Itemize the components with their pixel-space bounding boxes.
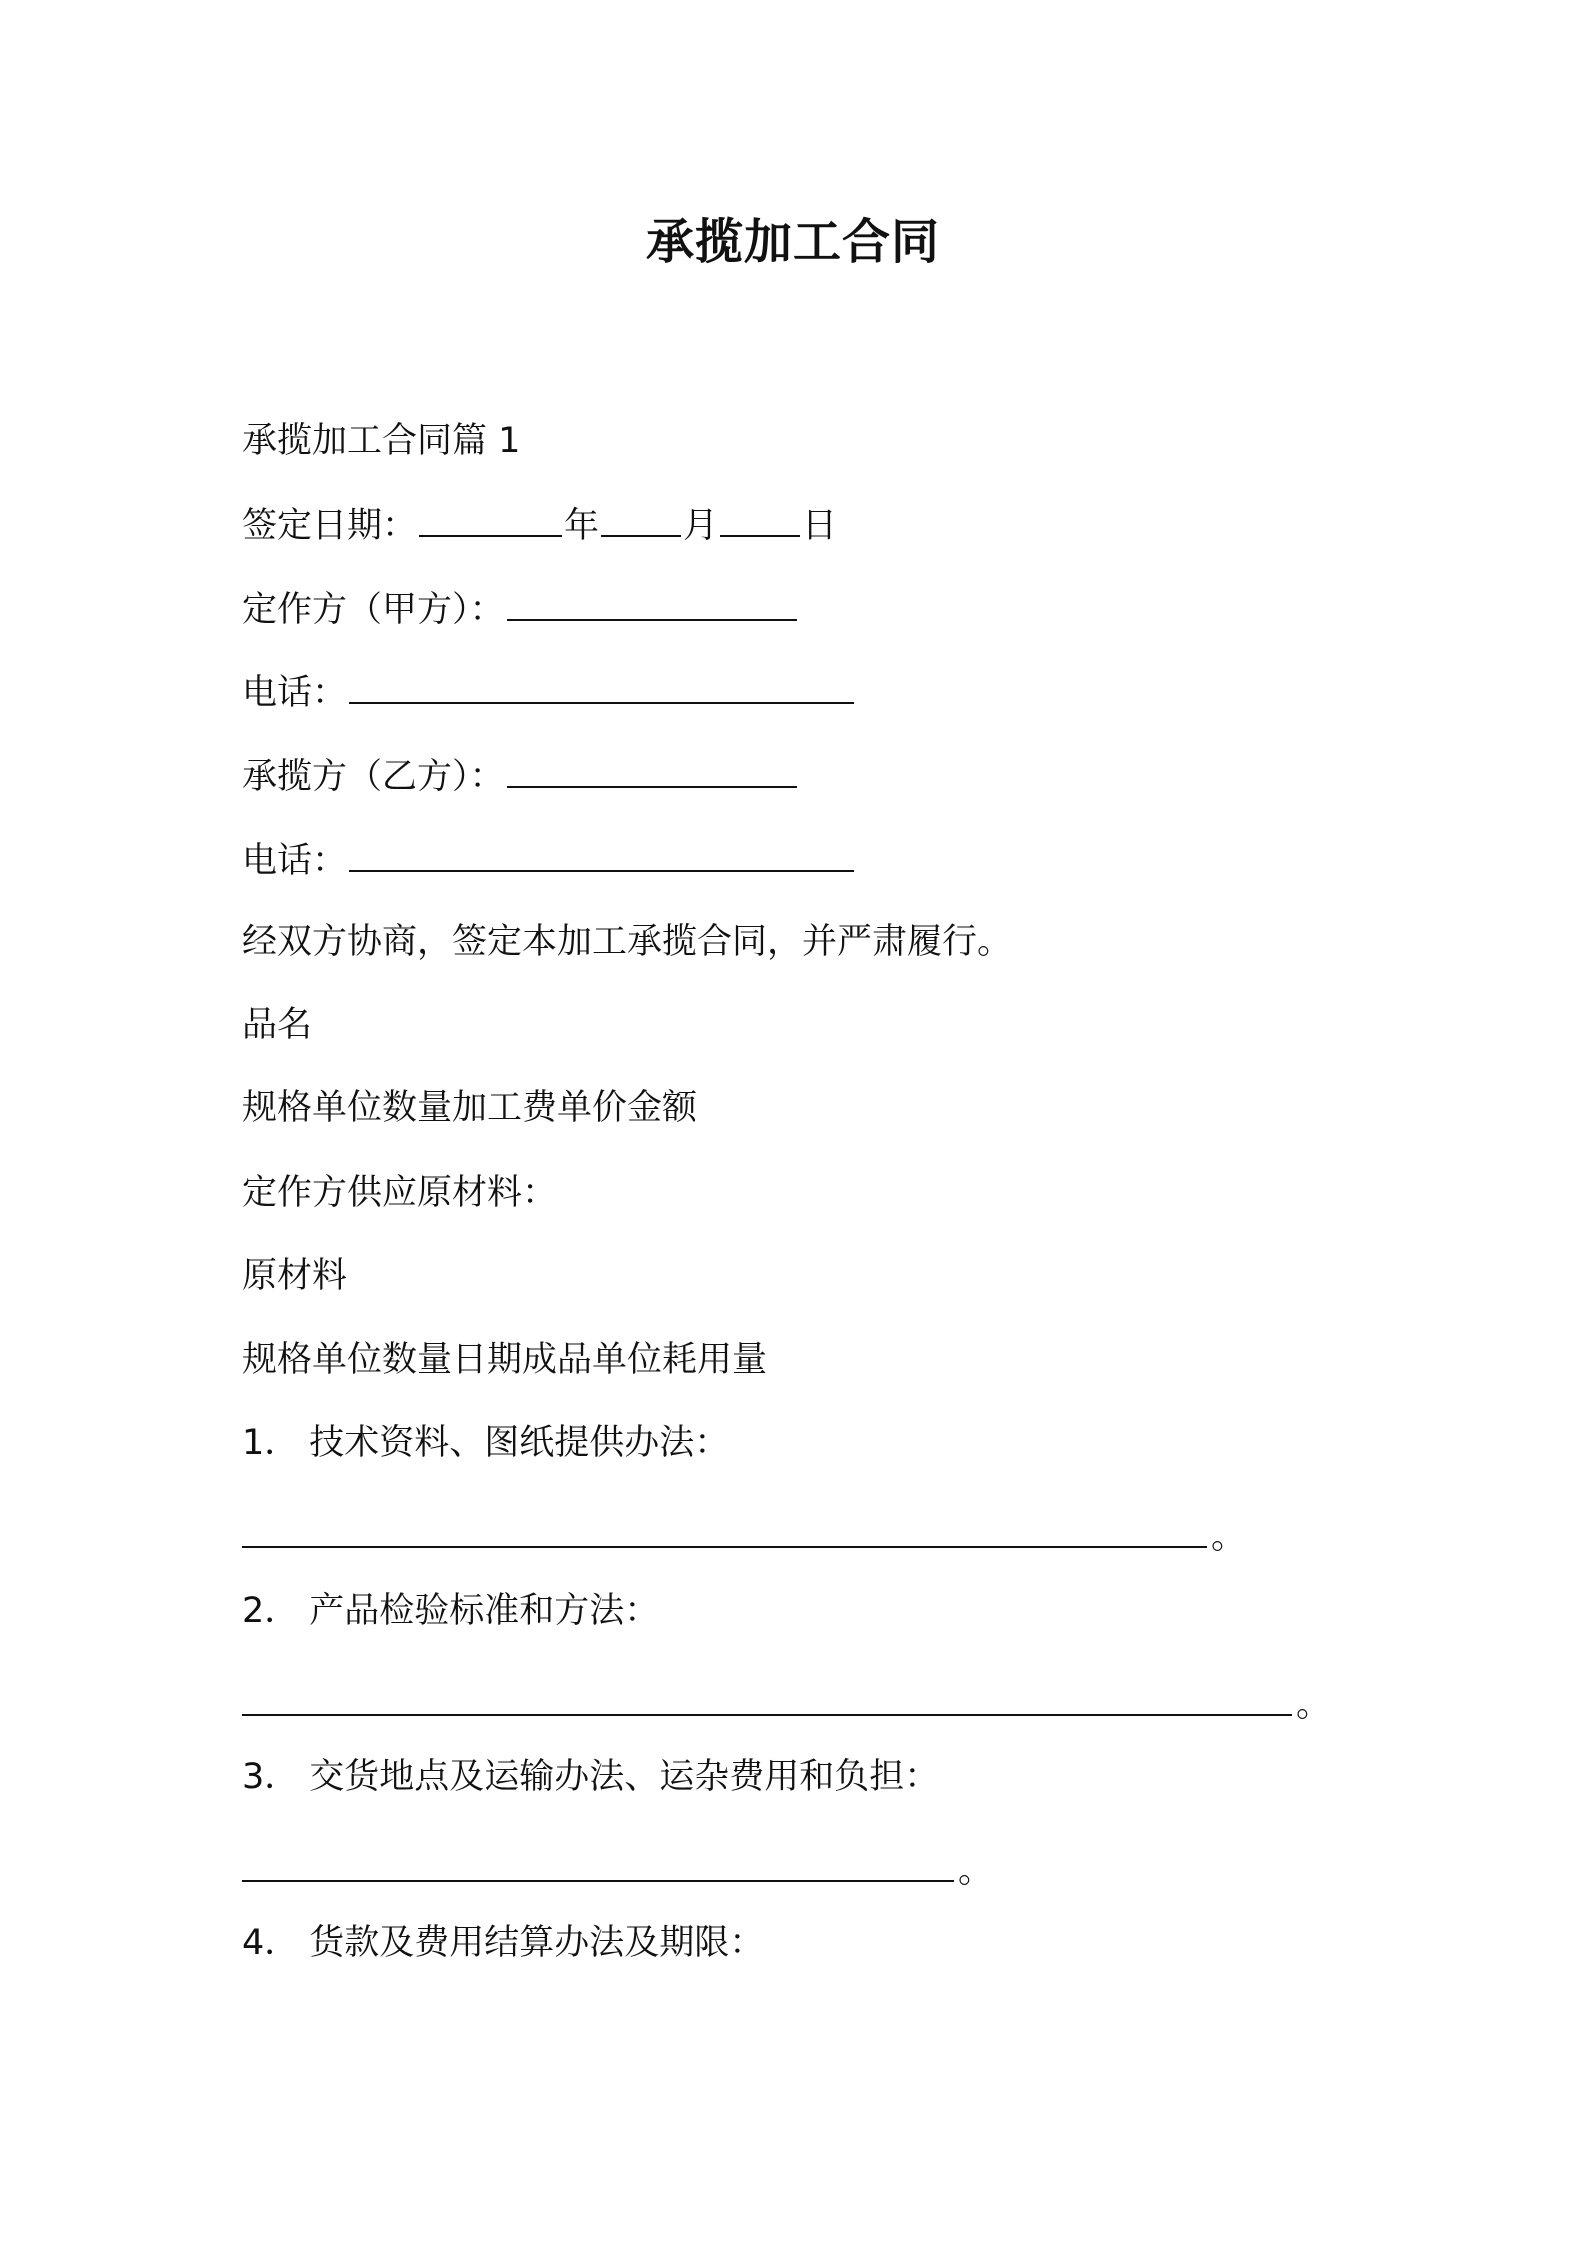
clause-2-text: 产品检验标准和方法：	[309, 1591, 660, 1631]
material-label: 原材料	[242, 1256, 348, 1296]
document-title: 承揽加工合同	[645, 214, 940, 270]
material-supply-label: 定作方供应原材料：	[242, 1173, 558, 1213]
phone-a-label: 电话：	[242, 673, 348, 713]
clause-4-number: 4．	[242, 1923, 300, 1963]
party-a-label: 定作方（甲方）：	[242, 590, 505, 630]
sign-year-unit: 年	[564, 506, 600, 546]
clause-4	[242, 1920, 764, 1966]
clause-2-end: 。	[1296, 1685, 1332, 1725]
sign-date-line	[242, 501, 837, 549]
sign-month-blank[interactable]	[601, 501, 681, 537]
clause-1-answer	[242, 1512, 1246, 1560]
clause-2-number: 2．	[242, 1591, 300, 1631]
clause-4-text: 货款及费用结算办法及期限：	[309, 1923, 765, 1963]
product-columns: 规格单位数量加工费单价金额	[242, 1088, 698, 1128]
clause-3-blank[interactable]	[242, 1846, 954, 1882]
clause-3-answer	[242, 1846, 993, 1894]
sign-date-label: 签定日期：	[242, 506, 418, 546]
party-b-label: 承揽方（乙方）：	[242, 757, 505, 797]
clause-1-number: 1．	[242, 1423, 300, 1463]
phone-a-line	[242, 668, 856, 716]
phone-a-blank[interactable]	[349, 668, 854, 704]
phone-b-blank[interactable]	[349, 836, 854, 872]
material-columns: 规格单位数量日期成品单位耗用量	[242, 1340, 768, 1380]
phone-b-label: 电话：	[242, 841, 348, 881]
party-b-line	[242, 752, 799, 800]
clause-1	[242, 1420, 729, 1466]
clause-3	[242, 1754, 939, 1800]
clause-2	[242, 1588, 659, 1634]
party-b-blank[interactable]	[507, 752, 797, 788]
phone-b-line	[242, 836, 856, 884]
clause-3-text: 交货地点及运输办法、运杂费用和负担：	[309, 1757, 940, 1797]
product-name-label: 品名	[242, 1005, 313, 1045]
section-heading: 承揽加工合同篇 1	[242, 421, 521, 461]
sign-year-blank[interactable]	[419, 501, 562, 537]
sign-day-blank[interactable]	[720, 501, 800, 537]
party-a-blank[interactable]	[507, 585, 797, 621]
clause-1-text: 技术资料、图纸提供办法：	[309, 1423, 730, 1463]
clause-3-end: 。	[958, 1851, 994, 1891]
clause-2-blank[interactable]	[242, 1680, 1292, 1716]
sign-month-unit: 月	[683, 506, 719, 546]
sign-day-unit: 日	[802, 506, 838, 546]
clause-2-answer	[242, 1680, 1331, 1728]
party-a-line	[242, 585, 799, 633]
intro-text: 经双方协商，签定本加工承揽合同，并严肃履行。	[242, 922, 1013, 962]
clause-1-end: 。	[1211, 1517, 1247, 1557]
clause-1-blank[interactable]	[242, 1512, 1207, 1548]
clause-3-number: 3．	[242, 1757, 300, 1797]
